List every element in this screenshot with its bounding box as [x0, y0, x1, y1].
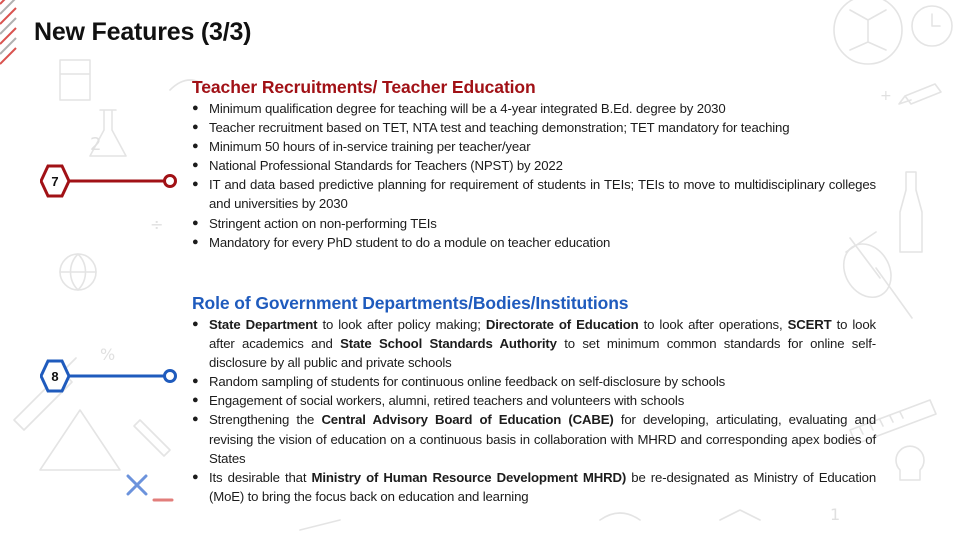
bullet-dot-icon: ● [192, 140, 199, 153]
bullet-text: to look after academics and [209, 317, 876, 352]
bullet-text: Teacher recruitment based on TET, NTA test and teaching demonstration; TET mandatory for teaching [209, 120, 790, 136]
bullet-bold-text: State School Standards Authority [340, 336, 557, 352]
section-teacher-recruitment [192, 76, 876, 252]
bullet-text: National Professional Standards for Teachers (NPST) by 2022 [209, 158, 563, 174]
bullet-text: Mandatory for every PhD student to do a module on teacher education [209, 234, 611, 250]
svg-text:%: % [100, 345, 116, 364]
section-government-roles [192, 292, 876, 506]
bullet-dot-icon: ● [192, 121, 199, 134]
bullet-text: Strengthening the [209, 412, 322, 428]
beaker-doodle-icon [60, 60, 90, 100]
bullet-text: Its desirable that [209, 469, 312, 485]
bullet-text: Minimum qualification degree for teaching will be a 4-year integrated B.Ed. degree by 2030 [209, 101, 726, 116]
bullet-dot-icon: ● [192, 375, 199, 388]
bullet-item [192, 175, 876, 213]
section-7-marker [40, 164, 180, 198]
bullet-text: Stringent action on non-performing TEIs [209, 215, 437, 231]
bullet-item [192, 137, 876, 156]
bottle-doodle-icon [900, 172, 922, 252]
triangle-doodle-icon [40, 410, 120, 470]
section-8-number: 8 [51, 368, 59, 384]
bullet-dot-icon: ● [192, 102, 199, 114]
section-heading: Role of Government Departments/Bodies/Institutions [192, 293, 629, 313]
bullet-dot-icon: ● [192, 216, 199, 229]
bullet-item [192, 372, 876, 391]
bullet-text: to look after policy making; [317, 317, 486, 332]
bullet-bold-text: Directorate of Education [485, 317, 639, 332]
section-heading: Teacher Recruitments/ Teacher Education [192, 77, 536, 97]
bullet-item [192, 214, 876, 233]
bullet-list [192, 315, 876, 506]
pencil2-doodle-icon [134, 420, 170, 456]
bullet-item [192, 99, 876, 118]
bullet-dot-icon: ● [192, 413, 199, 426]
bullet-item [192, 156, 876, 175]
bullet-item [192, 118, 876, 137]
bullet-dot-icon: ● [192, 159, 199, 172]
svg-text:2: 2 [90, 134, 102, 155]
section-7-number: 7 [51, 173, 59, 189]
bullet-dot-icon: ● [192, 318, 199, 330]
bullet-text: Engagement of social workers, alumni, retired teachers and volunteers with schools [209, 393, 685, 409]
bullet-dot-icon: ● [192, 235, 199, 248]
bullet-item [192, 410, 876, 467]
bullet-text: Random sampling of students for continuous online feedback on self-disclosure by schools [209, 374, 726, 390]
bullet-bold-text: Central Advisory Board of Education (CABE) [321, 412, 614, 428]
svg-text:+: + [880, 88, 892, 104]
section-8-marker [40, 359, 180, 393]
left-stripes [0, 0, 30, 540]
bullet-text: be re-designated as Ministry of Education (MoE) to bring the focus back on education and learning [209, 469, 877, 504]
bullet-item [192, 315, 876, 372]
page-title: New Features (3/3) [34, 18, 252, 46]
svg-text:1: 1 [830, 505, 841, 524]
bullet-dot-icon: ● [192, 394, 199, 407]
lightbulb-doodle-icon [896, 446, 924, 480]
bullet-text: to look after operations, [638, 317, 788, 332]
bullet-item [192, 233, 876, 252]
bullet-text: IT and data based predictive planning for requirement of students in TEIs; TEIs to move to multidisciplinary colleges and universities by 2030 [209, 177, 876, 212]
pencil-doodle-icon [899, 84, 941, 104]
bullet-item [192, 391, 876, 410]
bullet-text: for developing, articulating, evaluating and revising the vision of education on a continuous basis in collaboration with MHRD and corresponding apex bodies of States [209, 412, 877, 466]
bullet-bold-text: SCERT [787, 317, 832, 332]
svg-text:÷: ÷ [150, 215, 164, 234]
bullet-item [192, 468, 876, 506]
bullet-list [192, 99, 876, 252]
x-mark-blue-doodle [128, 476, 146, 494]
bullet-dot-icon: ● [192, 470, 199, 483]
bullet-bold-text: Ministry of Human Resource Development MHRD) [311, 469, 627, 485]
bullet-text: to set minimum common standards for online self-disclosure by all public and private schools [209, 336, 876, 371]
bullet-text: Minimum 50 hours of in-service training per teacher/year [209, 139, 531, 155]
bullet-bold-text: State Department [209, 317, 318, 332]
bullet-dot-icon: ● [192, 178, 199, 191]
